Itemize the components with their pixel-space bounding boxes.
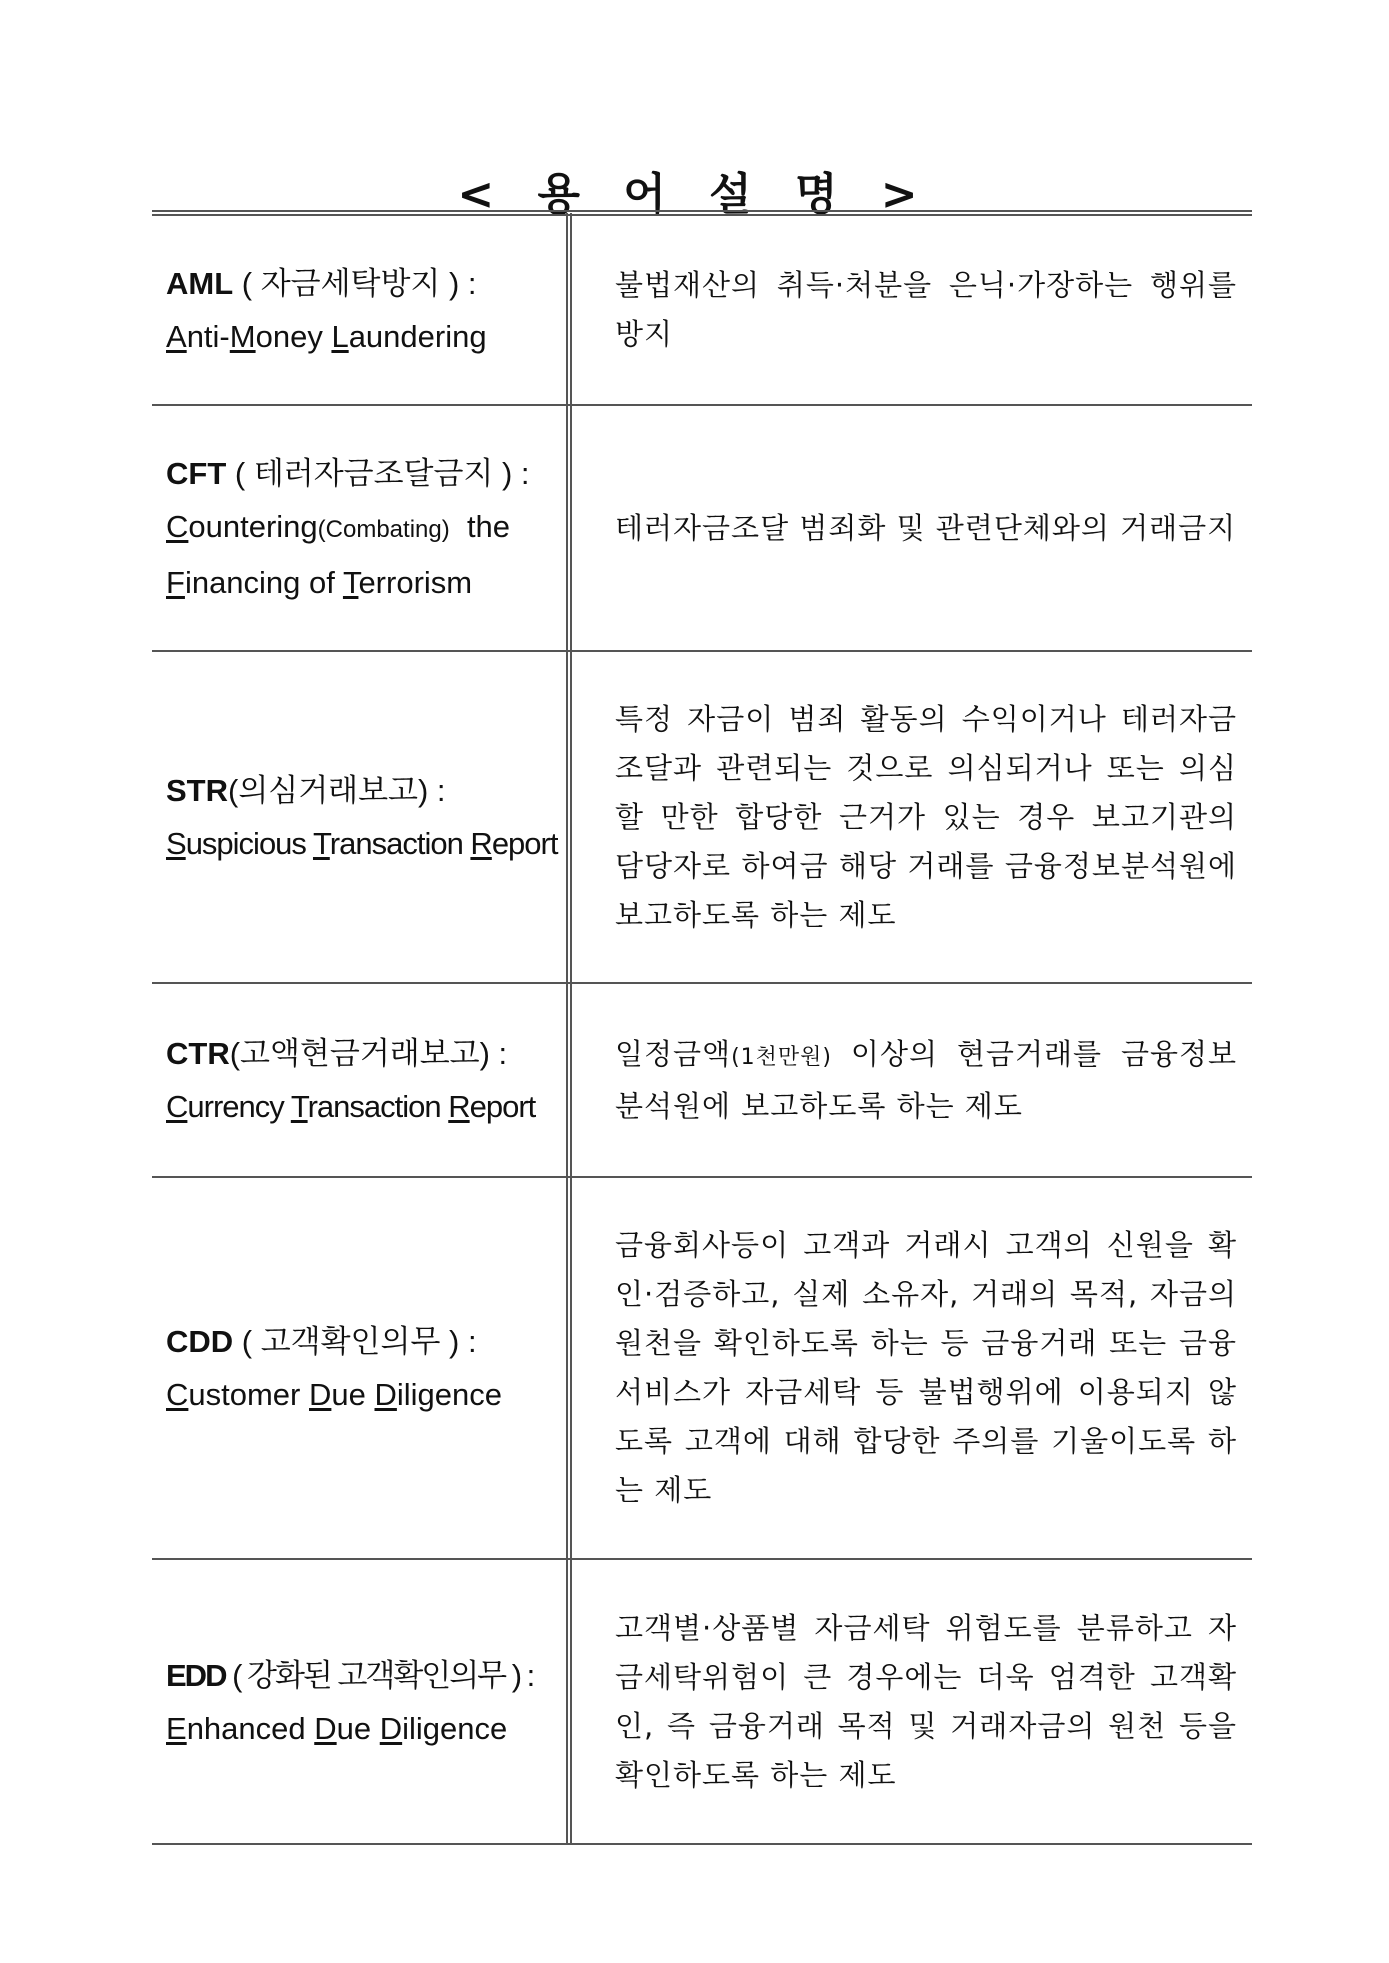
- term-english: Anti-Money Laundering: [166, 319, 487, 354]
- term-description: 일정금액(1천만원) 이상의 현금거래를 금융정보분석원에 보고하도록 하는 제도: [615, 1036, 1237, 1123]
- term-cell: [166, 1560, 566, 1843]
- term-korean: ( 강화된 고객확인의무 ) :: [225, 1657, 534, 1693]
- term-korean: (의심거래보고) :: [228, 773, 446, 808]
- table-row-ctr: [152, 984, 1252, 1178]
- term-abbr: EDD: [166, 1657, 226, 1693]
- table-row-cdd: [152, 1178, 1252, 1560]
- term-cell: [166, 984, 566, 1176]
- table-row-edd: [152, 1560, 1252, 1845]
- term-description: 고객별·상품별 자금세탁 위험도를 분류하고 자금세탁위험이 큰 경우에는 더욱 엄격한 고객확인, 즉 금융거래 목적 및 거래자금의 원천 등을 확인하도록 하는 제도: [615, 1610, 1237, 1792]
- term-abbr: CTR: [166, 1036, 230, 1071]
- term-english: Currency Transaction Report: [166, 1089, 536, 1124]
- term-korean: ( 고객확인의무 ) :: [233, 1324, 477, 1359]
- term-english: Customer Due Diligence: [166, 1377, 503, 1412]
- term-description: 특정 자금이 범죄 활동의 수익이거나 테러자금조달과 관련되는 것으로 의심되거나 또는 의심할 만한 합당한 근거가 있는 경우 보고기관의 담당자로 하여금 해당 거래를 금융정보분석원에 보고하도록 하는 제도: [615, 701, 1237, 932]
- page-title: < 용 어 설 명 >: [457, 169, 932, 220]
- term-korean: (고액현금거래보고) :: [229, 1036, 508, 1071]
- term-cell: [166, 406, 566, 650]
- table-row-aml: [152, 216, 1252, 406]
- term-cell: [166, 216, 566, 404]
- term-english: Suspicious Transaction Report: [166, 826, 558, 861]
- term-description: 불법재산의 취득·처분을 은닉·가장하는 행위를 방지: [615, 268, 1237, 351]
- table-row-str: [152, 652, 1252, 984]
- term-english-line2: Financing of Terrorism: [166, 565, 473, 600]
- term-korean: ( 테러자금조달금지 ) :: [226, 456, 530, 491]
- term-cell: [166, 1178, 566, 1558]
- term-description: 테러자금조달 범죄화 및 관련단체와의 거래금지: [615, 510, 1237, 545]
- term-abbr: CDD: [166, 1324, 234, 1359]
- table-row-cft: [152, 406, 1252, 652]
- term-abbr: STR: [166, 773, 228, 808]
- term-korean: ( 자금세탁방지 ) :: [233, 266, 477, 301]
- term-abbr: CFT: [166, 456, 227, 491]
- term-description: 금융회사등이 고객과 거래시 고객의 신원을 확인·검증하고, 실제 소유자, 거래의 목적, 자금의 원천을 확인하도록 하는 등 금융거래 또는 금융서비스가 자금세탁 등 불법행위에 이용되지 않도록 고객에 대해 합당한 주의를 기울이도록 하는 제도: [615, 1228, 1237, 1507]
- term-abbr: AML: [166, 266, 234, 301]
- term-english: Countering(Combating) the: [166, 509, 511, 544]
- term-cell: [166, 652, 566, 982]
- term-english: Enhanced Due Diligence: [166, 1710, 508, 1746]
